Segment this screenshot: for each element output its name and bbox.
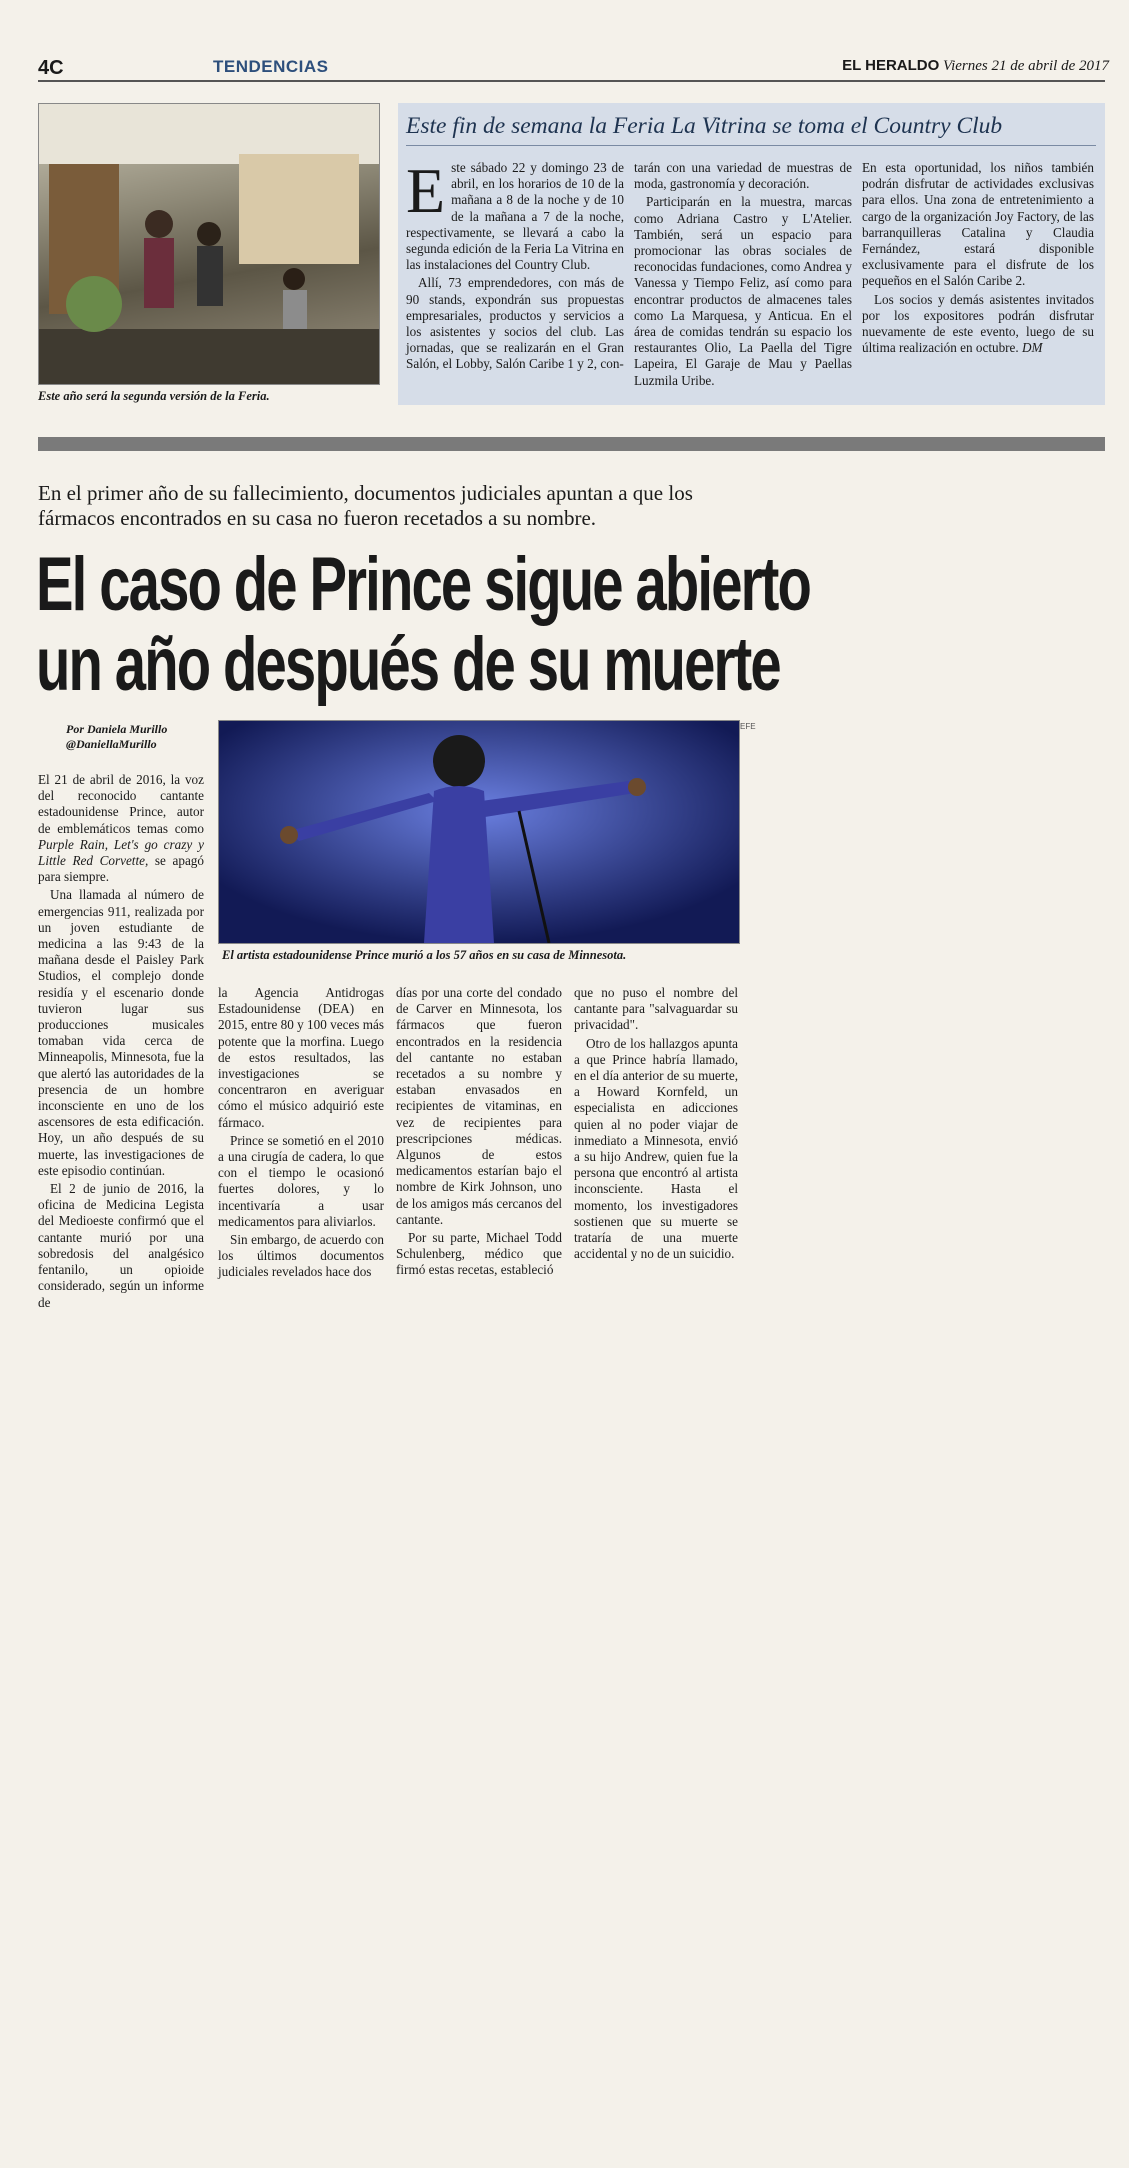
feria-title-rule (406, 145, 1096, 146)
feria-title: Este fin de semana la Feria La Vitrina se toma el Country Club (406, 113, 1003, 139)
prince-kicker: En el primer año de su fallecimiento, documentos judiciales apuntan a que los fármacos encontrados en su casa no fueron recetados a su nombre. (38, 481, 693, 530)
prince-col-1 (38, 772, 204, 1313)
prince-text-1a: El 21 de abril de 2016, la voz del reconocido cantante estadounidense Prince, autor de emblemáticos temas como (38, 772, 204, 836)
byline-author: Por Daniela Murillo (66, 722, 168, 736)
prince-col-3 (396, 985, 562, 1281)
prince-headline-line-1: El caso de Prince sigue abierto (36, 542, 811, 627)
feria-text-1: ste sábado 22 y domingo 23 de abril, en los horarios de 10 de la mañana a 8 de la noche y de 10 de la mañana a 7 de la noche, respectivamente, se llevará a cabo la segunda edición de la Feria La Vitrina en las instalaciones del Country Club. (406, 160, 624, 273)
prince-text-2c: Sin embargo, de acuerdo con los últimos documentos judiciales revelados hace dos (218, 1232, 384, 1280)
prince-text-3a: días por una corte del condado de Carver en Minnesota, los fármacos que fueron encontrados en la residencia del cantante no estaban recetados a su nombre y estaban envasados en recipientes de vitaminas, en vez de recipientes para prescripciones médicas. Algunos de estos medicamentos estarían bajo el nombre de Kirk Johnson, uno de los amigos más cercanos del cantante. (396, 985, 562, 1227)
prince-photo (218, 720, 740, 944)
prince-col-2 (218, 985, 384, 1283)
feria-col-3 (862, 160, 1094, 358)
feria-text-2: tarán con una variedad de muestras de moda, gastronomía y decoración. (634, 160, 852, 192)
feria-dropcap: E (406, 155, 446, 226)
prince-caption: El artista estadounidense Prince murió a los 57 años en su casa de Minnesota. (222, 948, 627, 962)
paper-name: EL HERALDO (842, 57, 940, 74)
prince-songs: Purple Rain, Let's go crazy y Little Red Corvette, (38, 836, 204, 869)
feria-col-2 (634, 160, 852, 391)
byline-handle: @DaniellaMurillo (66, 737, 157, 751)
prince-text-3b: Por su parte, Michael Todd Schulenberg, médico que firmó estas recetas, estableció (396, 1230, 562, 1278)
feria-caption: Este año será la segunda versión de la Feria. (38, 389, 270, 403)
page-number: 4C (38, 57, 64, 79)
prince-text-1c: Una llamada al número de emergencias 911, realizada por un joven estudiante de medicina a las 9:43 de la mañana desde el Paisley Park Studios, el complejo donde residía y el escenario donde tuvieron lugar sus producciones musicales tomaban vida cerca de Minneapolis, Minnesota, fue la que alertó las autoridades de la presencia de un hombre inconsciente en uno de los ascensores de esta edificación. Hoy, un año después de su muerte, las investigaciones de este episodio continúan. (38, 887, 204, 1178)
feria-col-1 (406, 155, 624, 375)
prince-text-2a: la Agencia Antidrogas Estadounidense (DEA) en 2015, entre 80 y 100 veces más potente que la morfina. Luego de estos resultados, las investigaciones se concentraron en averiguar cómo el músico adquirió este fármaco. (218, 985, 384, 1130)
dateline (842, 57, 1109, 75)
prince-text-4a: que no puso el nombre del cantante para "salvaguardar su privacidad". (574, 985, 738, 1033)
section-title: TENDENCIAS (213, 57, 329, 76)
prince-text-1b: se apagó para siempre. (38, 853, 204, 885)
header-rule (38, 80, 1105, 82)
feria-text-2b: Participarán en la muestra, marcas como Adriana Castro y L'Atelier. También, será un espacio para promocionar las obras sociales de reconocidas fundaciones, como Andrea y Vanessa y Tiempo Feliz, así como para encontrar productos de almacenes tales como La Marquesa, y Anticua. En el área de comidas tendrán su espacio los restaurantes Olio, La Paella del Tigre Lapeira, El Garaje de Mau y Paellas Luzmila Uribe. (634, 194, 852, 388)
feria-sign: DM (1022, 340, 1043, 356)
feria-text-1b: Allí, 73 emprendedores, con más de 90 stands, expondrán sus propuestas empresariales, productos y servicios a los asistentes y socios del club. Las jornadas, que se realizarán en el Gran Salón, el Lobby, Salón Caribe 1 y 2, con- (406, 275, 624, 372)
prince-byline (66, 722, 167, 752)
section-band (38, 437, 1105, 451)
issue-date: Viernes 21 de abril de 2017 (943, 58, 1109, 74)
prince-text-4b: Otro de los hallazgos apunta a que Prince habría llamado, en el día anterior de su muerte, a Howard Kornfeld, un especialista en adicciones quien al no poder viajar de inmediato a Minnesota, envió a su hijo Andrew, quien fue la persona que encontró al artista inconsciente. Hasta el momento, los investigadores sostienen que su muerte se trataría de una muerte accidental y no de un suicidio. (574, 1035, 738, 1262)
photo-credit: EFE (740, 722, 756, 731)
prince-stage-illustration (219, 721, 739, 943)
prince-headline-line-2: un año después de su muerte (36, 622, 780, 707)
prince-text-2b: Prince se sometió en el 2010 a una cirugía de cadera, lo que con el tiempo le ocasionó fuertes dolores, y lo incentivaría a usar medicamentos para aliviarlos. (218, 1132, 384, 1229)
market-scene-illustration (39, 104, 379, 384)
prince-text-1d: El 2 de junio de 2016, la oficina de Medicina Legista del Medioeste confirmó que el cantante murió por una sobredosis del analgésico fentanilo, un opioide considerado, según un informe de (38, 1181, 204, 1310)
feria-text-3: En esta oportunidad, los niños también podrán disfrutar de actividades exclusivas para ellos. Una zona de entretenimiento a cargo de la organización Joy Factory, de las barranquilleras Catalina y Claudia Fernández, estará disponible exclusivamente para el disfrute de los pequeños en el Salón Caribe 2. (862, 160, 1094, 289)
feria-photo (38, 103, 380, 385)
prince-col-4 (574, 985, 738, 1264)
feria-text-3b: Los socios y demás asistentes invitados por los expositores podrán disfrutar nuevamente de este evento, luego de su última realización en octubre. (862, 291, 1094, 356)
